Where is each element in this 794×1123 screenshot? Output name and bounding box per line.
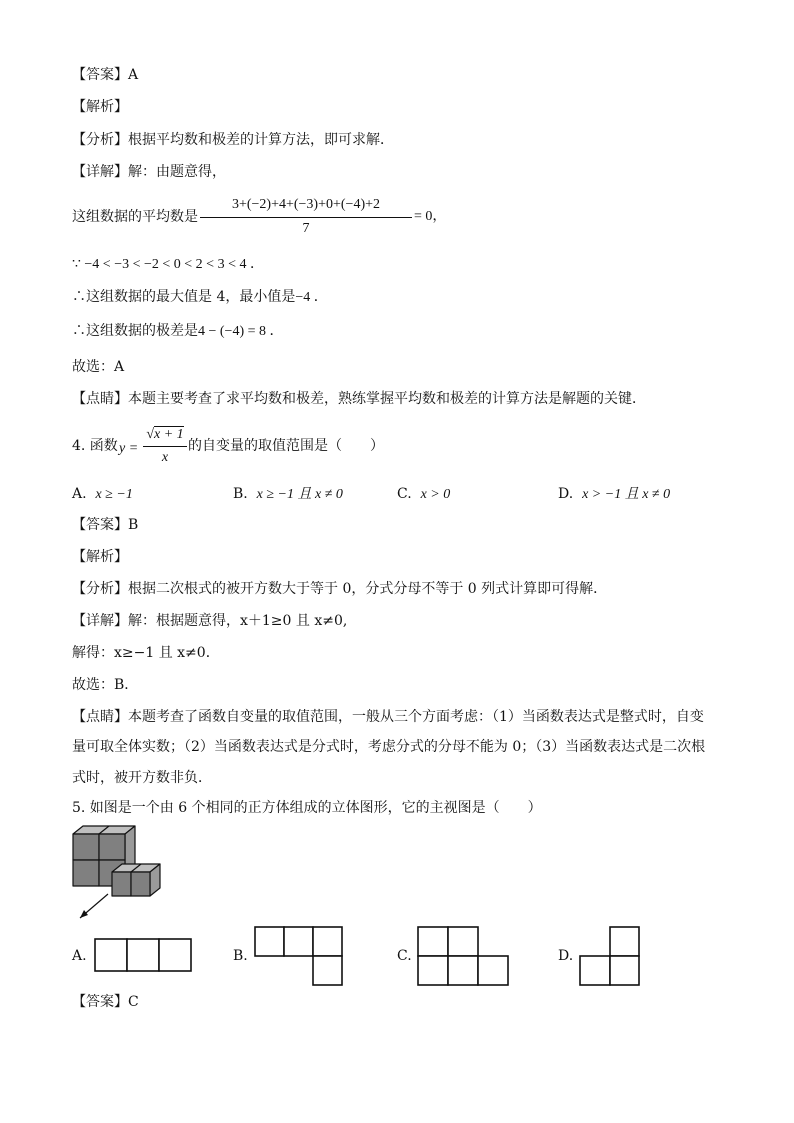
answer-tag: 【答案】 bbox=[72, 994, 128, 1010]
mean-fraction bbox=[200, 196, 412, 238]
mean-numerator: 3+(−2)+4+(−3)+0+(−4)+2 bbox=[231, 197, 381, 212]
q4-option-a[interactable]: A. x ≥ −1 bbox=[72, 486, 133, 502]
q5-option-d-label[interactable]: D. bbox=[558, 948, 574, 964]
answer-tag: 【答案】 bbox=[72, 67, 128, 83]
range-expr: 4 − (−4) = 8 ． bbox=[198, 324, 284, 339]
analysis-label: 解析 bbox=[86, 549, 114, 565]
q5-option-b-figure[interactable] bbox=[254, 926, 344, 986]
func-denominator: x bbox=[161, 450, 169, 465]
q5-option-a-label[interactable]: A. bbox=[72, 948, 87, 964]
q5-cube-figure bbox=[68, 824, 168, 924]
answer-tag: 【答案】 bbox=[72, 517, 128, 533]
q4-option-c[interactable]: C. x > 0 bbox=[397, 486, 451, 502]
q3-dianjing-line bbox=[72, 390, 646, 408]
q3-answer-line bbox=[72, 66, 138, 84]
answer-value: C bbox=[128, 994, 139, 1010]
sqrt-sign: √ bbox=[146, 427, 154, 442]
because-line: ∵ −4 < −3 < −2 < 0 < 2 < 3 < 4 ． bbox=[72, 257, 264, 272]
q4-solve: 解得：x≥−1 且 x≠0． bbox=[72, 645, 220, 661]
q4-dianjing-line-3: 式时，被开方数非负． bbox=[72, 770, 212, 786]
answer-value: B bbox=[128, 517, 139, 533]
q4-option-d[interactable]: D. x > −1 且 x ≠ 0 bbox=[558, 486, 671, 502]
xiangjie-text: 解：根据题意得，x＋1≥0 且 x≠0, bbox=[128, 613, 348, 629]
q4-fenxi-line bbox=[72, 580, 607, 598]
view-arrow-icon bbox=[80, 910, 88, 918]
q4-option-b[interactable]: B. x ≥ −1 且 x ≠ 0 bbox=[233, 486, 343, 502]
fenxi-tag: 【分析】 bbox=[72, 132, 128, 148]
func-lhs: y = bbox=[119, 441, 139, 456]
q5-option-c-label[interactable]: C. bbox=[397, 948, 412, 964]
q5-option-d-figure[interactable] bbox=[579, 926, 641, 986]
fenxi-text: 根据平均数和极差的计算方法，即可求解． bbox=[128, 132, 394, 148]
q4-xiangjie-line bbox=[72, 612, 347, 630]
mean-prefix: 这组数据的平均数是 bbox=[72, 209, 198, 225]
mean-denominator: 7 bbox=[302, 221, 310, 236]
fenxi-text: 根据二次根式的被开方数大于等于 0，分式分母不等于 0 列式计算即可得解． bbox=[128, 581, 608, 597]
func-numerator: x + 1 bbox=[154, 427, 184, 442]
range-text: ∴这组数据的极差是 bbox=[72, 323, 198, 339]
q3-fenxi-line bbox=[72, 131, 394, 149]
mean-result: = 0， bbox=[414, 209, 447, 224]
q4-func-lhs bbox=[119, 440, 138, 458]
fenxi-tag: 【分析】 bbox=[72, 581, 128, 597]
q3-xiangjie-line bbox=[72, 163, 226, 181]
analysis-label: 解析 bbox=[86, 99, 114, 115]
dianjing-tag: 【点睛】 bbox=[72, 709, 128, 725]
xiangjie-tag: 【详解】 bbox=[72, 613, 128, 629]
answer-value: A bbox=[128, 67, 139, 83]
range-line bbox=[72, 322, 284, 341]
maxmin-line bbox=[72, 288, 328, 307]
maxmin-text: ∴这组数据的最大值是 4，最小值是 bbox=[72, 289, 296, 305]
q5-option-c-figure[interactable] bbox=[417, 926, 509, 986]
q4-choose: 故选：B． bbox=[72, 677, 139, 693]
q5-stem: 5. 如图是一个由 6 个相同的正方体组成的立体图形，它的主视图是（ ） bbox=[72, 800, 542, 816]
q4-answer-line bbox=[72, 516, 138, 534]
q3-analysis-heading: 【解析】 bbox=[72, 99, 128, 115]
xiangjie-tag: 【详解】 bbox=[72, 164, 128, 180]
q5-answer-line bbox=[72, 993, 139, 1011]
q4-analysis-heading: 【解析】 bbox=[72, 549, 128, 565]
q5-option-b-label[interactable]: B. bbox=[233, 948, 248, 964]
dianjing-tag: 【点睛】 bbox=[72, 391, 128, 407]
q4-number: 4. 函数 bbox=[72, 438, 118, 454]
min-value: −4 ． bbox=[295, 290, 328, 305]
q5-option-a-figure[interactable] bbox=[94, 938, 192, 972]
q4-dianjing-line-1 bbox=[72, 708, 704, 726]
q4-stem-suffix: 的自变量的取值范围是（ ） bbox=[188, 438, 384, 454]
dianjing-text-1: 本题考查了函数自变量的取值范围，一般从三个方面考虑：（1）当函数表达式是整式时，自变 bbox=[128, 709, 704, 725]
dianjing-text: 本题主要考查了求平均数和极差，熟练掌握平均数和极差的计算方法是解题的关键． bbox=[128, 391, 646, 407]
q4-func-fraction bbox=[143, 426, 187, 467]
q3-choose: 故选：A bbox=[72, 359, 125, 375]
q4-dianjing-line-2: 量可取全体实数；（2）当函数表达式是分式时，考虑分式的分母不能为 0；（3）当函数表达式是二次根 bbox=[72, 739, 706, 755]
xiangjie-text: 解：由题意得， bbox=[128, 164, 226, 180]
